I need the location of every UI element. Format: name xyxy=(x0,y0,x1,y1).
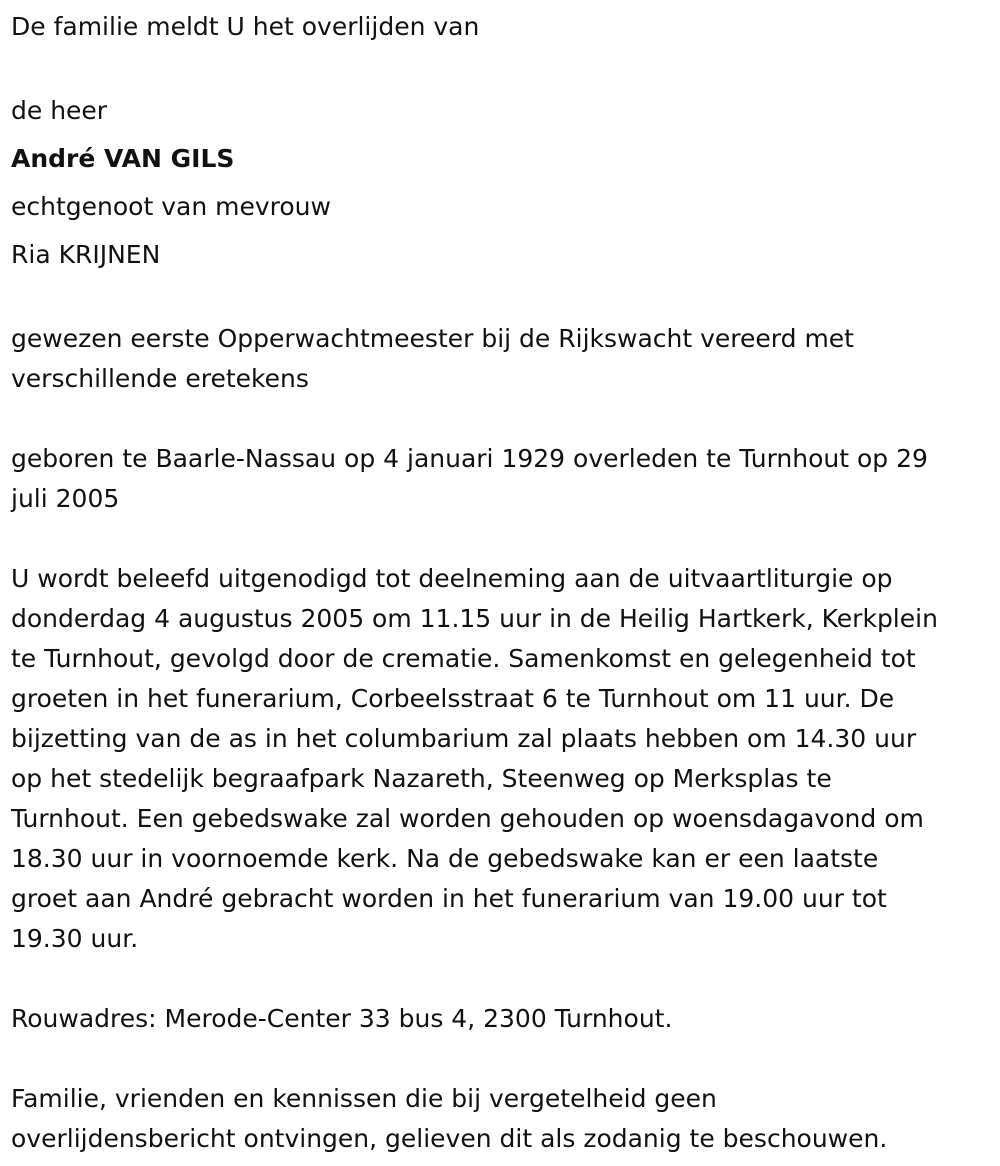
spacer xyxy=(11,1039,991,1079)
deceased-name: André VAN GILS xyxy=(11,144,235,173)
spacer xyxy=(11,47,991,87)
ceremony-line: Turnhout. Een gebedswake zal worden gehouden op woensdagavond om xyxy=(11,804,924,833)
birth-death-line: geboren te Baarle-Nassau op 4 januari 1929 overleden te Turnhout op 29 xyxy=(11,444,928,473)
spacer xyxy=(11,959,991,999)
ceremony-line: 18.30 uur in voornoemde kerk. Na de gebedswake kan er een laatste xyxy=(11,844,879,873)
spacer xyxy=(11,279,991,319)
closing-line: Familie, vrienden en kennissen die bij vergetelheid geen xyxy=(11,1084,717,1113)
closing-line: overlijdensbericht ontvingen, gelieven dit als zodanig te beschouwen. xyxy=(11,1124,888,1153)
spouse-name: Ria KRIJNEN xyxy=(11,240,161,269)
ceremony-line: groeten in het funerarium, Corbeelsstraat 6 te Turnhout om 11 uur. De xyxy=(11,684,895,713)
spouse-intro: echtgenoot van mevrouw xyxy=(11,192,331,221)
intro-text: De familie meldt U het overlijden van xyxy=(11,12,480,41)
title-prefix: de heer xyxy=(11,96,108,125)
birth-death-line: juli 2005 xyxy=(11,484,120,513)
death-notice xyxy=(11,7,991,1159)
ceremony-line: 19.30 uur. xyxy=(11,924,139,953)
ceremony-line: te Turnhout, gevolgd door de crematie. Samenkomst en gelegenheid tot xyxy=(11,644,916,673)
career-line: gewezen eerste Opperwachtmeester bij de Rijkswacht vereerd met xyxy=(11,324,854,353)
career-line: verschillende eretekens xyxy=(11,364,309,393)
mourning-address: Rouwadres: Merode-Center 33 bus 4, 2300 Turnhout. xyxy=(11,1004,673,1033)
spacer xyxy=(11,399,991,439)
ceremony-line: groet aan André gebracht worden in het funerarium van 19.00 uur tot xyxy=(11,884,887,913)
ceremony-line: U wordt beleefd uitgenodigd tot deelneming aan de uitvaartliturgie op xyxy=(11,564,893,593)
ceremony-line: bijzetting van de as in het columbarium zal plaats hebben om 14.30 uur xyxy=(11,724,917,753)
ceremony-line: donderdag 4 augustus 2005 om 11.15 uur in de Heilig Hartkerk, Kerkplein xyxy=(11,604,938,633)
spacer xyxy=(11,519,991,559)
ceremony-line: op het stedelijk begraafpark Nazareth, Steenweg op Merksplas te xyxy=(11,764,832,793)
